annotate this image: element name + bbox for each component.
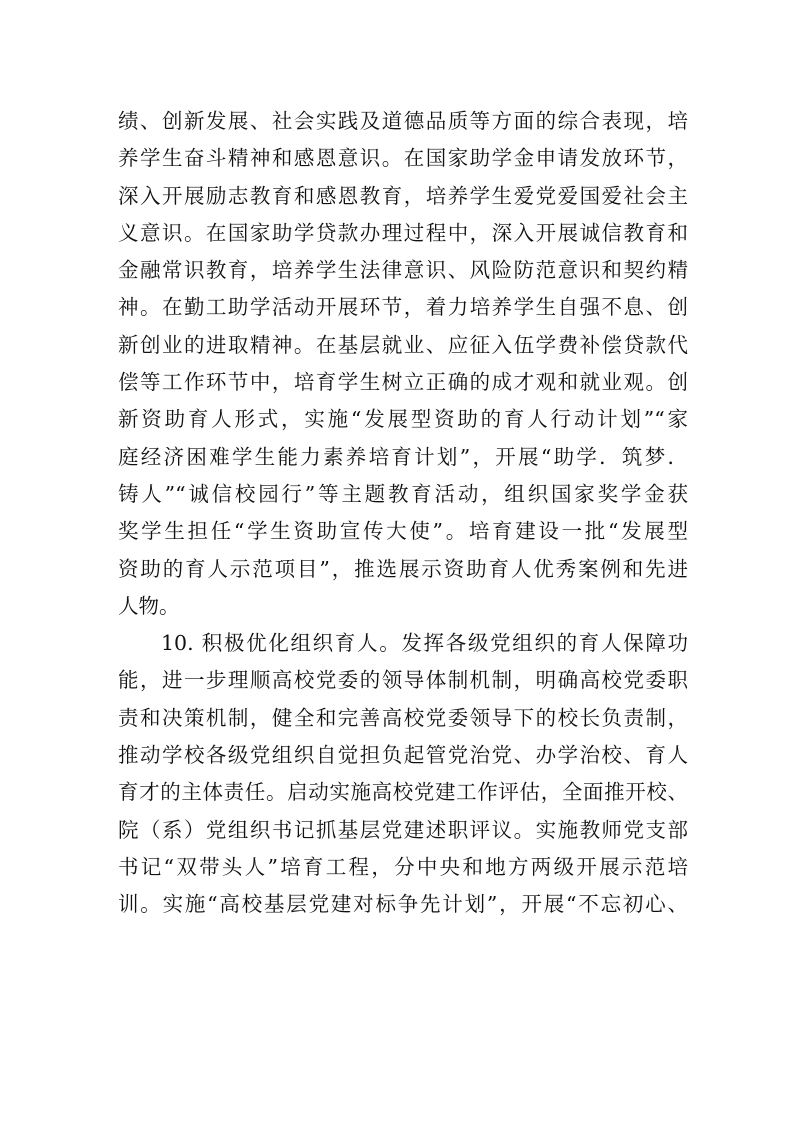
text-line: 深入开展励志教育和感恩教育，培养学生爱党爱国爱社会主 <box>118 183 688 208</box>
text-line: 新资助育人形式，实施“发展型资助的育人行动计划”“家 <box>118 407 688 432</box>
text-line: 训。实施“高校基层党建对标争先计划”，开展“不忘初心、 <box>118 892 688 917</box>
text-line: 资助的育人示范项目”，推选展示资助育人优秀案例和先进 <box>118 556 688 581</box>
text-line: 神。在勤工助学活动开展环节，着力培养学生自强不息、创 <box>118 295 688 320</box>
text-line: 推动学校各级党组织自觉担负起管党治党、办学治校、育人 <box>118 743 688 768</box>
text-line: 偿等工作环节中，培育学生树立正确的成才观和就业观。创 <box>118 370 688 395</box>
text-line: 绩、创新发展、社会实践及道德品质等方面的综合表现，培 <box>118 109 688 133</box>
text-line: 养学生奋斗精神和感恩意识。在国家助学金申请发放环节， <box>118 146 688 171</box>
text-line: 铸人”“诚信校园行”等主题教育活动，组织国家奖学金获 <box>118 481 688 506</box>
text-line: 奖学生担任“学生资助宣传大使”。培育建设一批“发展型 <box>118 519 688 544</box>
text-line: 育才的主体责任。启动实施高校党建工作评估，全面推开校、 <box>118 780 688 805</box>
text-line: 新创业的进取精神。在基层就业、应征入伍学费补偿贷款代 <box>118 332 688 357</box>
text-line: 书记“双带头人”培育工程，分中央和地方两级开展示范培 <box>118 854 688 879</box>
section-heading-line: 10. 积极优化组织育人。发挥各级党组织的育人保障功 <box>161 631 688 656</box>
text-line: 义意识。在国家助学贷款办理过程中，深入开展诚信教育和 <box>118 220 688 245</box>
text-line: 金融常识教育，培养学生法律意识、风险防范意识和契约精 <box>118 258 688 283</box>
text-line: 能，进一步理顺高校党委的领导体制机制，明确高校党委职 <box>118 668 688 693</box>
text-line: 院（系）党组织书记抓基层党建述职评议。实施教师党支部 <box>118 817 688 842</box>
paragraph-end-line: 人物。 <box>118 593 180 618</box>
document-body <box>118 103 688 924</box>
text-line: 责和决策机制，健全和完善高校党委领导下的校长负责制， <box>118 705 688 730</box>
text-line: 庭经济困难学生能力素养培育计划”，开展“助学．筑梦． <box>118 444 688 469</box>
